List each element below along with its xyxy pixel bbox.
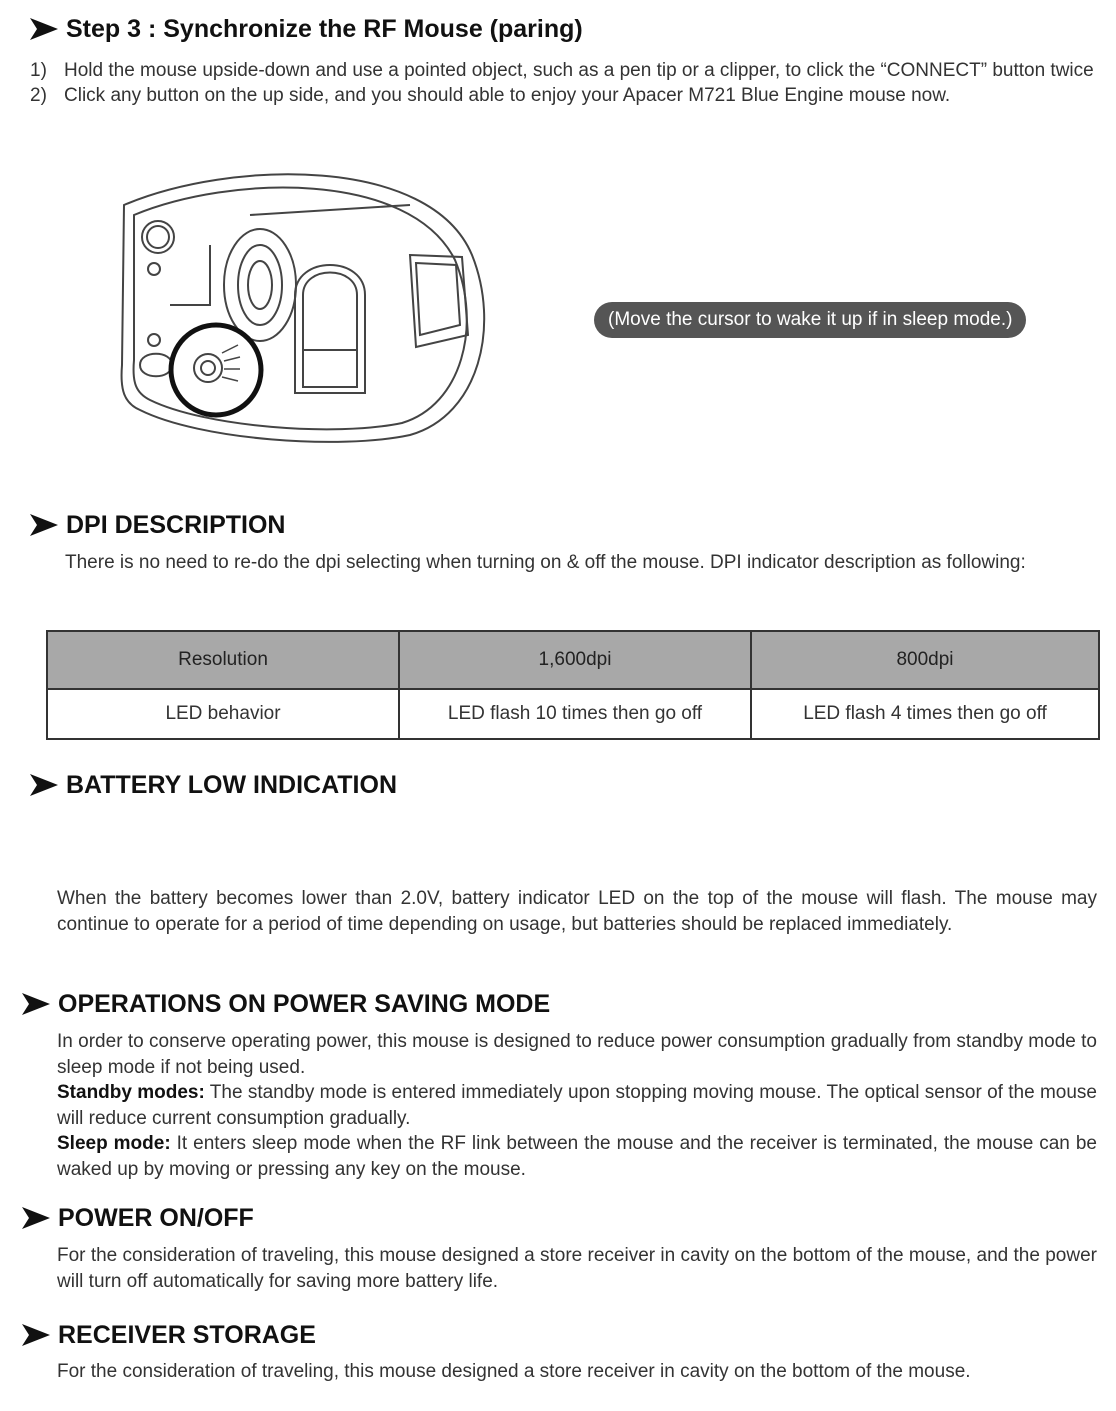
list-item xyxy=(30,83,1100,108)
power-saving-body xyxy=(57,1029,1097,1182)
receiver-text: For the consideration of traveling, this mouse designed a store receiver in cavity on the bottom of the mouse. xyxy=(57,1361,971,1382)
dpi-table-container xyxy=(46,630,1100,740)
table-cell: LED flash 10 times then go off xyxy=(399,689,751,739)
power-onoff-text: For the consideration of traveling, this mouse designed a store receiver in cavity on the bottom of the mouse, and the power will turn off automatically for saving more battery life. xyxy=(57,1245,1097,1292)
dpi-heading xyxy=(30,510,285,540)
dpi-heading-text: DPI DESCRIPTION xyxy=(66,511,286,539)
arrow-bullet-icon xyxy=(22,993,50,1015)
table-header-cell: Resolution xyxy=(47,631,399,689)
table-header-cell: 800dpi xyxy=(751,631,1099,689)
step3-list xyxy=(30,58,1100,108)
step3-heading-text: Step 3 : Synchronize the RF Mouse (paring) xyxy=(66,15,583,43)
arrow-bullet-icon xyxy=(22,1324,50,1346)
battery-heading xyxy=(30,770,397,800)
battery-heading-text: BATTERY LOW INDICATION xyxy=(66,771,397,799)
power-saving-heading xyxy=(22,989,550,1019)
table-row xyxy=(47,689,1099,739)
power-onoff-heading-text: POWER ON/OFF xyxy=(58,1204,254,1232)
table-header-row xyxy=(47,631,1099,689)
list-item xyxy=(30,58,1100,83)
mouse-bottom-icon xyxy=(110,165,500,455)
arrow-bullet-icon xyxy=(30,514,58,536)
standby-text: The standby mode is entered immediately upon stopping moving mouse. The optical sensor of the mouse will reduce current consumption gradually. xyxy=(57,1082,1097,1129)
sleep-mode-callout: (Move the cursor to wake it up if in sleep mode.) xyxy=(594,302,1026,338)
power-onoff-heading xyxy=(22,1203,254,1233)
arrow-bullet-icon xyxy=(30,774,58,796)
step3-heading xyxy=(30,14,583,44)
list-item-number: 1) xyxy=(30,60,47,81)
list-item-text: Click any button on the up side, and you should able to enjoy your Apacer M721 Blue Engine mouse now. xyxy=(64,85,951,106)
power-saving-heading-text: OPERATIONS ON POWER SAVING MODE xyxy=(58,990,551,1018)
sleep-paragraph xyxy=(57,1131,1097,1182)
arrow-bullet-icon xyxy=(30,18,58,40)
table-cell: LED flash 4 times then go off xyxy=(751,689,1099,739)
sleep-label: Sleep mode: xyxy=(57,1133,171,1154)
arrow-bullet-icon xyxy=(22,1207,50,1229)
standby-label: Standby modes: xyxy=(57,1082,205,1103)
power-saving-intro: In order to conserve operating power, this mouse is designed to reduce power consumption gradually from standby mode to sleep mode if not being used. xyxy=(57,1031,1097,1078)
list-item-text: Hold the mouse upside-down and use a pointed object, such as a pen tip or a clipper, to click the “CONNECT” button twice xyxy=(64,60,1094,81)
receiver-heading-text: RECEIVER STORAGE xyxy=(58,1321,316,1349)
mouse-bottom-illustration xyxy=(110,165,500,455)
sleep-text: It enters sleep mode when the RF link between the mouse and the receiver is terminated, the mouse can be waked up by moving or pressing any key on the mouse. xyxy=(57,1133,1097,1180)
standby-paragraph xyxy=(57,1080,1097,1131)
dpi-intro: There is no need to re-do the dpi selecting when turning on & off the mouse. DPI indicator description as following: xyxy=(65,552,1026,573)
receiver-heading xyxy=(22,1320,316,1350)
dpi-table xyxy=(46,630,1100,740)
table-cell: LED behavior xyxy=(47,689,399,739)
table-header-cell: 1,600dpi xyxy=(399,631,751,689)
battery-text: When the battery becomes lower than 2.0V, battery indicator LED on the top of the mouse will flash. The mouse may continue to operate for a period of time depending on usage, but batteries should be replaced immediately. xyxy=(57,888,1097,935)
list-item-number: 2) xyxy=(30,85,47,106)
